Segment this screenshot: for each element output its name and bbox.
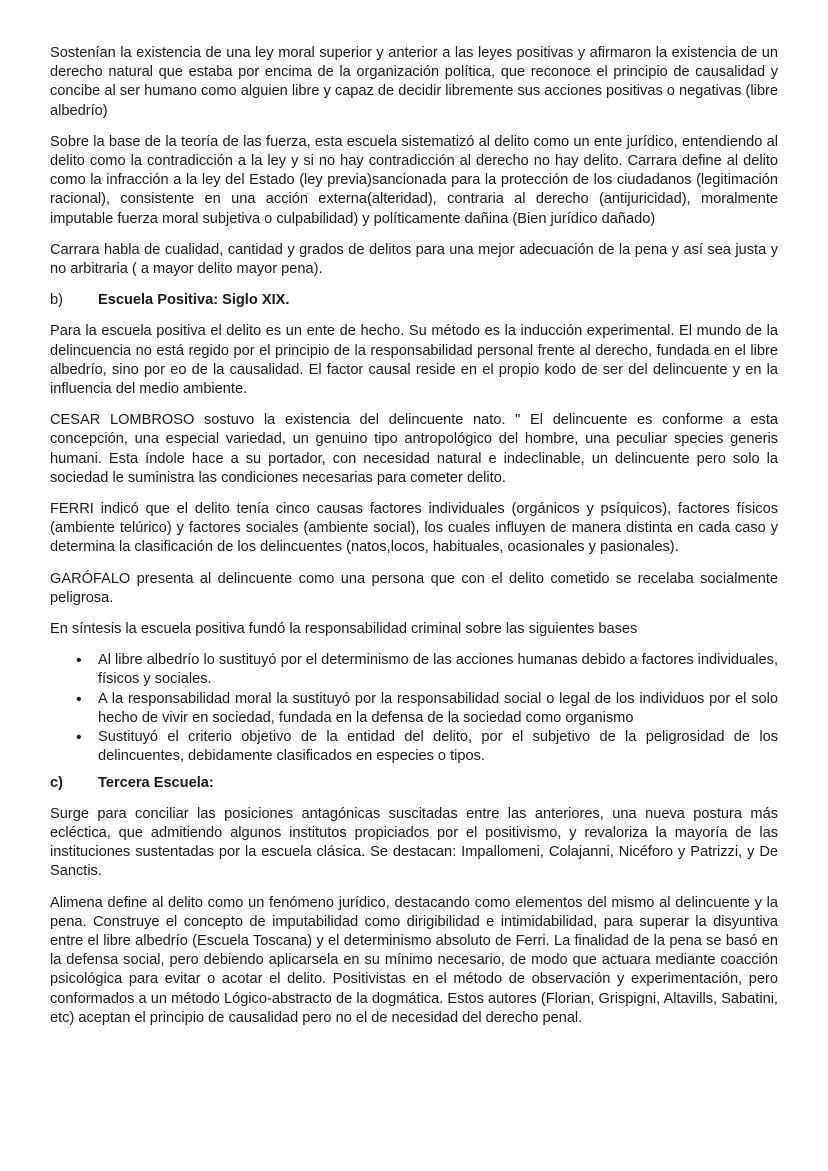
section-letter: c) [50, 774, 63, 791]
paragraph-lombroso: CESAR LOMBROSO sostuvo la existencia del delincuente nato. " El delincuente es conforme a esta concepción, una especial variedad, un genuino tipo antropológico del hombre, una peculiar species generis humani. Esta índole hace a su portador, con necesidad natural e indeclinable, un delincuente pero solo la sociedad le suministra las condiciones necesarias para cometer delito. [50, 412, 778, 486]
section-title: Escuela Positiva: Siglo XIX. [98, 292, 290, 309]
paragraph-synthesis: En síntesis la escuela positiva fundó la responsabilidad criminal sobre las siguientes bases [50, 621, 638, 638]
bullet-list [50, 651, 778, 766]
section-letter: b) [50, 292, 63, 309]
section-title: Tercera Escuela: [98, 774, 214, 791]
section-heading-positive-school [50, 291, 778, 310]
section-heading-third-school [50, 774, 778, 793]
paragraph-ferri: FERRI indicó que el delito tenía cinco causas factores individuales (orgánicos y psíquicos), factores físicos (ambiente telúrico) y factores sociales (ambiente social), los cuales influyen de manera distinta en cada caso y determina la clasificación de los delincuentes (natos,locos, habituales, ocasionales y pasionales). [50, 501, 778, 556]
document-page [50, 44, 778, 1040]
paragraph-alimena: Alimena define al delito como un fenómeno jurídico, destacando como elementos del mismo al delincuente y la pena. Construye el concepto de imputabilidad como dirigibilidad e intimidabilidad, para superar la disyuntiva entre el libre albedrío (Escuela Toscana) y el determinismo absoluto de Ferri. La finalidad de la pena se basó en la defensa social, pero debiendo aplicarsela en su mínimo necesario, de modo que actuara mediante coacción psicológica para evitar o acotar el delito. Positivistas en el método de observación y experimentación, pero conformados a un método Lógico-abstracto de la dogmática. Estos autores (Florian, Grispigni, Altavills, Sabatini, etc) aceptan el principio de causalidad pero no el de necesidad del derecho penal. [50, 894, 778, 1026]
paragraph-garofalo: GARÓFALO presenta al delincuente como una persona que con el delito cometido se recelaba socialmente peligrosa. [50, 570, 778, 606]
paragraph-third-school: Surge para conciliar las posiciones antagónicas suscitadas entre las anteriores, una nueva postura más ecléctica, que admitiendo algunos institutos propiciados por el positivismo, y revaloriza la mayoría de las instituciones sustentadas por la escuela clásica. Se destacan: Impallomeni, Colajanni, Nicéforo y Patrizzi, y De Sanctis. [50, 805, 778, 880]
paragraph-positive-school: Para la escuela positiva el delito es un ente de hecho. Su método es la inducción experimental. El mundo de la delincuencia no está regido por el principio de la responsabilidad personal frente al derecho, fundada en el libre albedrío, sino por eo de la causalidad. El factor causal reside en el propio kodo de ser del delincuente y en la influencia del medio ambiente. [50, 323, 778, 398]
list-item: • Sustituyó el criterio objetivo de la entidad del delito, por el subjetivo de la peligrosidad de los delincuentes, debidamente clasificados en especies o tipos. [98, 728, 778, 766]
list-item: • Al libre albedrío lo sustituyó por el determinismo de las acciones humanas debido a factores individuales, físicos y sociales. [98, 651, 778, 689]
paragraph-natural-law: Sostenían la existencia de una ley moral superior y anterior a las leyes positivas y afirmaron la existencia de un derecho natural que estaba por encima de la organización política, que reconoce el principio de causalidad y concibe al ser humano como alguien libre y capaz de decidir libremente sus acciones positivas o negativas (libre albedrío) [50, 45, 778, 119]
list-item: • A la responsabilidad moral la sustituyó por la responsabilidad social o legal de los individuos por el solo hecho de vivir en sociedad, fundada en la defensa de la sociedad como organismo [98, 690, 778, 728]
paragraph-carrara-grades: Carrara habla de cualidad, cantidad y grados de delitos para una mejor adecuación de la pena y así sea justa y no arbitraria ( a mayor delito mayor pena). [50, 241, 778, 278]
paragraph-carrara-definition: Sobre la base de la teoría de las fuerza, esta escuela sistematizó al delito como un ente jurídico, entendiendo al delito como la contradicción a la ley y si no hay contradicción al derecho no hay delito. Carrara define al delito como la infracción a la ley del Estado (ley previa)sancionada para la protección de los ciudadanos (legitimación racional), consistente en una acción externa(alteridad), contraria al derecho (antijuricidad), moralmente imputable fuerza moral subjetiva o culpabilidad) y políticamente dañina (Bien jurídico dañado) [50, 133, 778, 227]
